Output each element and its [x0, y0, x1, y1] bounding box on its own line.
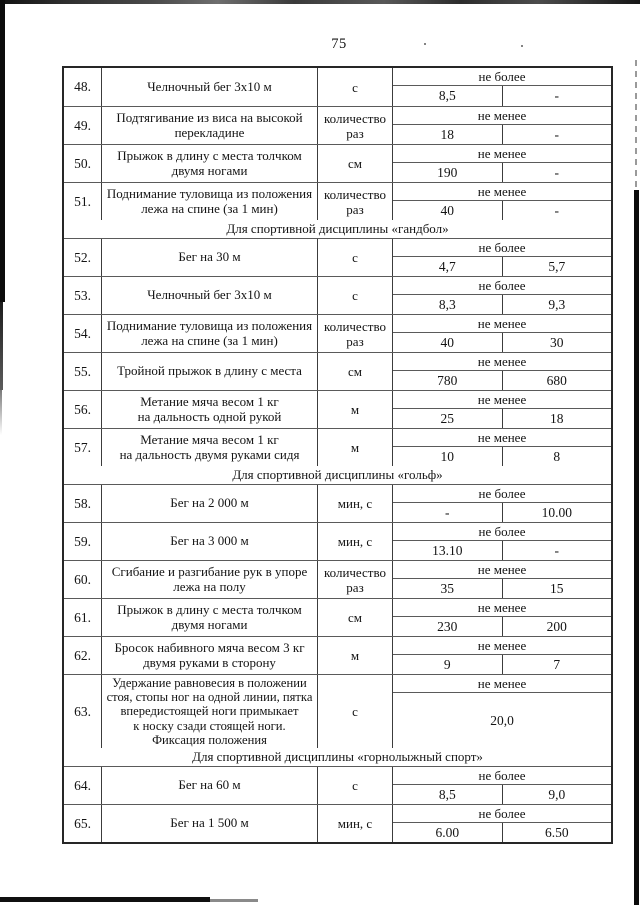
norm-value-merged: 20,0	[490, 712, 514, 728]
norm-cell	[392, 599, 611, 636]
norm-cell	[392, 107, 611, 144]
exercise-name-line: Прыжок в длину с места толчком	[117, 601, 302, 617]
unit-line: мин, с	[337, 816, 373, 831]
row-number: 48.	[74, 79, 91, 94]
row-number: 49.	[74, 117, 91, 133]
exercise-name	[101, 183, 317, 220]
norm-label: не менее	[393, 183, 611, 201]
unit-cell	[317, 107, 392, 144]
exercise-name	[101, 353, 317, 390]
exercise-row	[64, 352, 611, 390]
exercise-name-line: к носку сзади стоящей ноги.	[133, 718, 286, 733]
norm-value: 40	[440, 334, 454, 350]
norm-label: не более	[393, 485, 611, 503]
norm-cell	[392, 805, 611, 842]
exercise-name-line: Метание мяча весом 1 кг	[140, 431, 279, 447]
exercise-name-line: на дальность одной рукой	[137, 408, 282, 424]
exercise-name	[101, 277, 317, 314]
norm-value: 9	[443, 656, 451, 672]
unit-line: см	[348, 610, 362, 625]
norm-cell	[392, 485, 611, 522]
norm-label: не менее	[393, 353, 611, 371]
unit-cell	[317, 637, 392, 674]
norm-values	[393, 201, 611, 220]
norm-cell	[392, 315, 611, 352]
norm-cell	[392, 561, 611, 598]
norm-label: не менее	[393, 315, 611, 333]
section-header: Для спортивной дисциплины «гандбол»	[226, 221, 449, 236]
norm-label: не менее	[393, 145, 611, 163]
norm-values	[393, 409, 611, 428]
exercise-row	[64, 144, 611, 182]
unit-line: м	[350, 402, 360, 417]
exercise-name	[101, 315, 317, 352]
unit-line: раз	[346, 579, 364, 595]
norm-values	[393, 541, 611, 560]
norm-cell	[392, 523, 611, 560]
norm-values	[393, 823, 611, 842]
exercise-name-line: Бег на 30 м	[178, 249, 241, 265]
exercise-name-line: лежа на полу	[173, 578, 246, 594]
exercise-name-line: лежа на спине (за 1 мин)	[141, 332, 278, 348]
norm-cell	[392, 353, 611, 390]
norm-value: 30	[502, 333, 612, 352]
norm-values	[393, 371, 611, 390]
exercise-name-line: Бег на 1 500 м	[170, 815, 249, 831]
norm-value: 10	[440, 448, 454, 464]
unit-line: см	[348, 156, 362, 171]
exercise-row	[64, 766, 611, 804]
row-number: 58.	[74, 495, 91, 511]
norm-values	[393, 257, 611, 276]
scan-artifact-bottom	[210, 899, 258, 902]
exercise-row	[64, 674, 611, 748]
unit-line: с	[352, 704, 358, 719]
exercise-name-line: Бег на 60 м	[178, 777, 241, 793]
unit-cell	[317, 145, 392, 182]
norm-value: -	[502, 163, 612, 182]
norm-value: 9,0	[502, 785, 612, 804]
unit-cell	[317, 429, 392, 466]
exercise-name-line: Сгибание и разгибание рук в упоре	[111, 563, 308, 579]
norm-values	[393, 447, 611, 466]
exercise-name-line: Прыжок в длину с места толчком	[117, 147, 302, 163]
norm-values	[393, 125, 611, 144]
unit-cell	[317, 767, 392, 804]
exercise-name-line: Бросок набивного мяча весом 3 кг	[114, 639, 305, 655]
unit-line: мин, с	[337, 496, 373, 511]
exercise-row	[64, 314, 611, 352]
norm-value: 7	[502, 655, 612, 674]
exercise-row	[64, 598, 611, 636]
exercise-name-line: впередистоящей ноги примыкает	[120, 704, 299, 719]
unit-line: с	[352, 250, 358, 265]
norm-value: 5,7	[502, 257, 612, 276]
norm-value: -	[502, 125, 612, 144]
unit-line: количество	[323, 564, 387, 580]
exercise-row	[64, 522, 611, 560]
norm-value: 15	[502, 579, 612, 598]
unit-cell	[317, 183, 392, 220]
scan-artifact-right	[635, 60, 637, 190]
norm-value: 10.00	[502, 503, 612, 522]
row-number: 51.	[74, 193, 91, 209]
unit-cell	[317, 315, 392, 352]
scan-artifact-left	[0, 0, 5, 302]
exercise-name-line: Бег на 3 000 м	[170, 533, 249, 549]
norm-cell	[392, 391, 611, 428]
unit-line: раз	[346, 201, 364, 217]
unit-cell	[317, 239, 392, 276]
unit-cell	[317, 391, 392, 428]
norm-value: 8,5	[438, 88, 456, 103]
unit-line: раз	[346, 333, 364, 349]
norm-value: 230	[437, 618, 458, 634]
exercise-name-line: двумя руками в сторону	[143, 654, 276, 670]
unit-cell	[317, 277, 392, 314]
exercise-row	[64, 390, 611, 428]
exercise-name	[101, 523, 317, 560]
norm-cell	[392, 277, 611, 314]
norm-value: 35	[440, 580, 454, 596]
unit-cell	[317, 353, 392, 390]
norm-cell	[392, 767, 611, 804]
scan-artifact-top	[0, 0, 640, 4]
norm-label: не более	[393, 68, 611, 86]
scan-artifact-left	[0, 390, 2, 435]
scan-artifact-right	[634, 190, 639, 905]
exercise-name	[101, 637, 317, 674]
norm-value: 13.10	[432, 542, 463, 558]
norm-value: 4,7	[438, 258, 456, 274]
scan-speck	[424, 43, 426, 45]
scan-artifact-bottom	[0, 897, 210, 902]
exercise-name-line: Бег на 2 000 м	[170, 495, 249, 511]
norm-value: 200	[502, 617, 612, 636]
norm-values	[393, 655, 611, 674]
exercise-row	[64, 804, 611, 842]
exercise-name-line: стоя, стопы ног на одной линии, пятка	[106, 690, 313, 705]
scan-speck	[521, 45, 523, 47]
unit-cell	[317, 675, 392, 748]
norm-label: не менее	[393, 637, 611, 655]
exercise-name-line: Фиксация положения	[152, 732, 267, 747]
norm-value: 8,3	[438, 296, 456, 312]
unit-line: мин, с	[337, 534, 373, 549]
exercise-name	[101, 429, 317, 466]
unit-line: количество	[323, 186, 387, 202]
norm-label: не менее	[393, 599, 611, 617]
norm-value: -	[502, 201, 612, 220]
row-number: 63.	[74, 703, 91, 719]
scan-artifact-left	[0, 302, 3, 390]
norm-values	[393, 503, 611, 522]
exercise-name	[101, 391, 317, 428]
norm-label: не менее	[393, 675, 611, 693]
exercise-name-line: лежа на спине (за 1 мин)	[141, 200, 278, 216]
row-number: 56.	[74, 401, 91, 417]
norm-cell	[392, 429, 611, 466]
norm-values	[393, 785, 611, 804]
norm-value: 18	[440, 126, 454, 142]
unit-line: с	[352, 79, 358, 95]
norm-value: 780	[437, 372, 458, 388]
row-number: 60.	[74, 571, 91, 587]
unit-cell	[317, 561, 392, 598]
exercise-row	[64, 428, 611, 466]
row-number: 61.	[74, 609, 91, 625]
unit-cell	[317, 599, 392, 636]
norm-value: -	[445, 504, 450, 520]
norm-value: 9,3	[502, 295, 612, 314]
exercise-name-line: Челночный бег 3х10 м	[147, 78, 272, 94]
exercise-row	[64, 238, 611, 276]
exercise-row	[64, 276, 611, 314]
page-number: 75	[331, 36, 347, 52]
exercise-name	[101, 239, 317, 276]
exercise-name-line: Поднимание туловища из положения	[106, 185, 313, 201]
unit-cell	[317, 485, 392, 522]
norm-value: -	[502, 86, 612, 106]
norm-values	[393, 163, 611, 182]
exercise-name	[101, 107, 317, 144]
exercise-name-line: Челночный бег 3х10 м	[147, 287, 272, 303]
norm-value: 6.50	[502, 823, 612, 842]
exercise-name	[101, 675, 317, 748]
row-number: 62.	[74, 647, 91, 663]
norm-value: 8	[502, 447, 612, 466]
norm-value: 6.00	[435, 824, 460, 840]
unit-line: м	[350, 648, 360, 663]
norm-label: не более	[393, 239, 611, 257]
exercise-name	[101, 767, 317, 804]
norm-values	[393, 295, 611, 314]
row-number: 55.	[74, 363, 91, 379]
exercise-row	[64, 636, 611, 674]
unit-cell	[317, 805, 392, 842]
norm-cell	[392, 145, 611, 182]
norm-label: не менее	[393, 107, 611, 125]
standards-table	[62, 66, 613, 844]
norm-label: не менее	[393, 429, 611, 447]
unit-line: количество	[323, 318, 387, 334]
norm-values	[393, 333, 611, 352]
unit-line: см	[348, 364, 362, 379]
exercise-name-line: Поднимание туловища из положения	[106, 317, 313, 333]
exercise-row	[64, 484, 611, 522]
norm-label: не более	[393, 277, 611, 295]
exercise-name-line: двумя ногами	[171, 616, 248, 632]
exercise-name	[101, 599, 317, 636]
exercise-name-line: Метание мяча весом 1 кг	[140, 393, 279, 409]
unit-line: раз	[346, 125, 364, 141]
row-number: 64.	[74, 777, 91, 793]
exercise-name	[101, 485, 317, 522]
norm-value: 40	[440, 202, 454, 218]
exercise-name-line: Тройной прыжок в длину с места	[117, 363, 302, 379]
row-number: 57.	[74, 439, 91, 455]
exercise-name-line: Подтягивание из виса на высокой	[116, 109, 303, 125]
section-header: Для спортивной дисциплины «гольф»	[232, 467, 443, 482]
exercise-name	[101, 805, 317, 842]
unit-line: с	[352, 778, 358, 793]
norm-label: не менее	[393, 391, 611, 409]
norm-label: не более	[393, 523, 611, 541]
norm-values	[393, 617, 611, 636]
exercise-row	[64, 106, 611, 144]
norm-cell	[392, 68, 611, 106]
row-number: 53.	[74, 287, 91, 303]
exercise-row	[64, 68, 611, 106]
norm-value: -	[502, 541, 612, 560]
norm-value: 25	[440, 410, 454, 426]
row-number: 54.	[74, 325, 91, 341]
row-number: 50.	[74, 155, 91, 171]
row-number: 65.	[74, 815, 91, 831]
norm-label: не более	[393, 767, 611, 785]
exercise-name	[101, 145, 317, 182]
row-number: 59.	[74, 533, 91, 549]
norm-cell	[392, 239, 611, 276]
norm-value: 18	[502, 409, 612, 428]
section-header: Для спортивной дисциплины «горнолыжный спорт»	[192, 749, 483, 764]
exercise-row	[64, 560, 611, 598]
norm-value: 190	[437, 164, 458, 180]
norm-cell	[392, 675, 611, 748]
exercise-name-line: двумя ногами	[171, 162, 248, 178]
norm-value: 8,5	[438, 786, 456, 802]
norm-values	[393, 579, 611, 598]
norm-cell	[392, 183, 611, 220]
norm-values	[393, 86, 611, 106]
unit-cell	[317, 523, 392, 560]
row-number: 52.	[74, 249, 91, 265]
exercise-name-line: перекладине	[174, 124, 245, 140]
exercise-name	[101, 68, 317, 106]
exercise-row	[64, 182, 611, 220]
norm-label: не менее	[393, 561, 611, 579]
norm-value: 680	[502, 371, 612, 390]
exercise-name-line: Удержание равновесия в положении	[112, 676, 307, 691]
unit-cell	[317, 68, 392, 106]
norm-label: не более	[393, 805, 611, 823]
exercise-name	[101, 561, 317, 598]
unit-line: с	[352, 288, 358, 303]
norm-cell	[392, 637, 611, 674]
unit-line: количество	[323, 110, 387, 126]
exercise-name-line: на дальность двумя руками сидя	[119, 446, 300, 462]
unit-line: м	[350, 440, 360, 455]
